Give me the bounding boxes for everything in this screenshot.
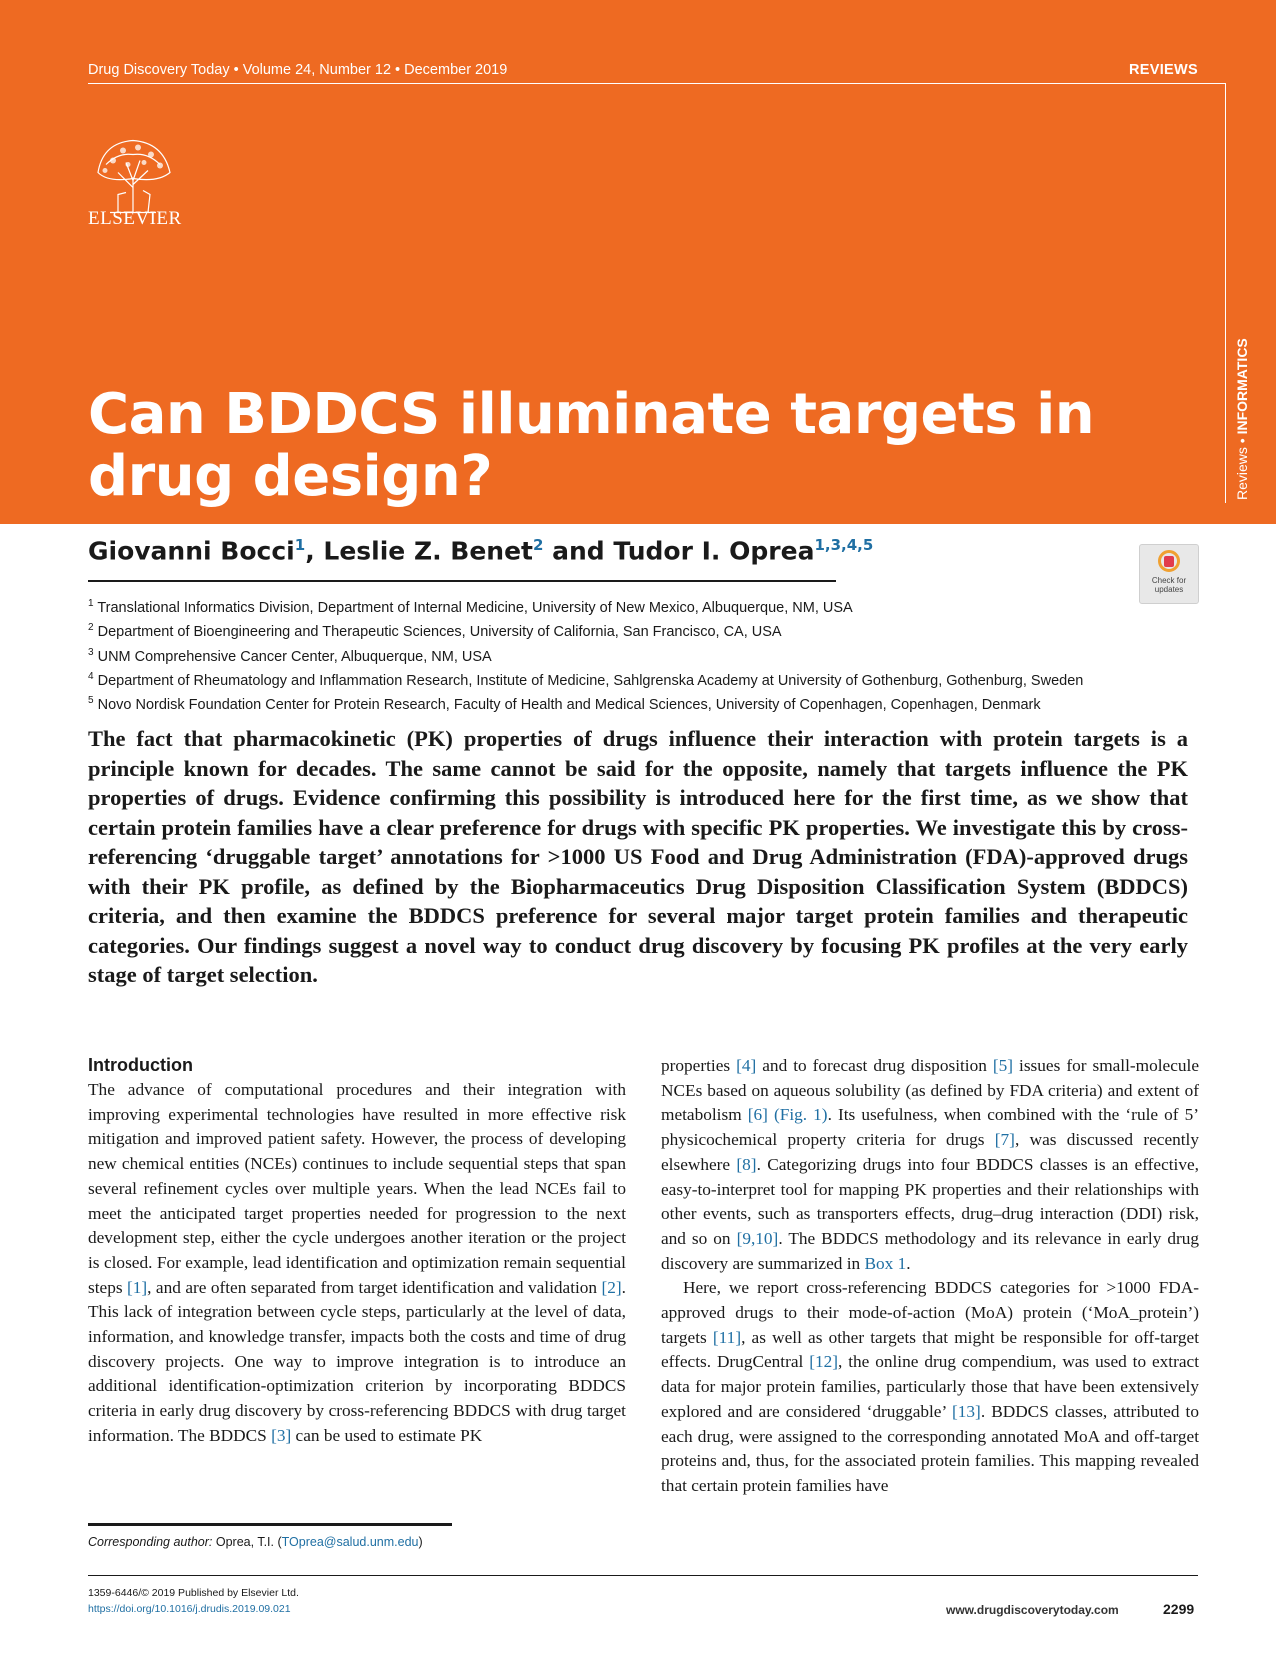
affiliation: $^5$ Novo Nordisk Foundation Center for Protein Research, Faculty of Health and Medical Sciences, University of Copenhagen, Copenhagen, Denmark [88,695,1041,714]
affiliation: $^3$ UNM Comprehensive Cancer Center, Albuquerque, NM, USA [88,646,492,665]
citation-link[interactable]: [9,10] [736,1228,779,1248]
figure-link[interactable]: (Fig. 1) [773,1105,828,1125]
side-rule [1225,83,1226,503]
author-list: Giovanni Bocci$^1$, Leslie Z. Benet$^2$ and Tudor I. Oprea$^{1,3,4,5}$ [88,536,874,566]
author-name: Tudor I. Oprea [613,536,815,566]
author-affil-sup: 1,3,4,5 [814,536,874,554]
journal-citation-line: Drug Discovery Today • Volume 24, Number 12 • December 2019 [88,62,508,78]
check-for-updates-badge[interactable] [1139,544,1199,604]
author-affil-sup: 2 [533,536,544,554]
affiliation: $^2$ Department of Bioengineering and Therapeutic Sciences, University of California, San Francisco, CA, USA [88,622,782,641]
author-email-link[interactable]: TOprea@salud.unm.edu [281,1535,419,1549]
journal-website[interactable]: www.drugdiscoverytoday.com [946,1603,1119,1617]
abstract: The fact that pharmacokinetic (PK) properties of drugs influence their interaction with protein targets is a principle known for decades. The same cannot be said for the opposite, namely that targets influence the PK properties of drugs. Evidence confirming this possibility is introduced here for the first time, as we show that certain protein families have a clear preference for drugs with specific PK properties. We investigate this by cross-referencing ‘druggable target’ annotations for >1000 US Food and Drug Administration (FDA)-approved drugs with their PK profile, as defined by the Biopharmaceutics Drug Disposition Classification System (BDDCS) criteria, and then examine the BDDCS preference for several major target protein families and therapeutic categories. Our findings suggest a novel way to conduct drug discovery by focusing PK profiles at the very early stage of target selection. [88,726,1188,987]
box-link[interactable]: Box 1 [864,1253,907,1273]
affiliations [88,594,1083,716]
authors-rule [88,580,836,582]
citation-link[interactable]: [13] [952,1401,981,1421]
author-name: Giovanni Bocci [88,536,295,566]
affiliation: $^4$ Department of Rheumatology and Inflammation Research, Institute of Medicine, Sahlgrenska Academy at University of Gothenburg, Gothenburg, Sweden [88,670,1084,689]
header-rule [88,83,1226,84]
paragraph: The advance of computational procedures and their integration with improving experimental technologies have resulted in more effective risk mitigation and improved patient safety. However, the process of developing new chemical entities (NCEs) continues to include sequential steps that span several refinement cycles over multiple years. When the lead NCEs fail to meet the anticipated target properties needed for progression to the next development step, either the cycle undergoes another iteration or the project is closed. For example, lead identification and optimization remain sequential steps [1], and are often separated from target identification and validation [2]. This lack of integration between cycle steps, particularly at the level of data, information, and knowledge transfer, impacts both the costs and time of drug discovery projects. One way to improve integration is to introduce an additional identification-optimization criterion by incorporating BDDCS criteria in early drug discovery by cross-referencing BDDCS with drug target information. The BDDCS [3] can be used to estimate PK [88,1080,626,1445]
section-heading-introduction: Introduction [88,1055,193,1075]
citation-link[interactable]: [7] [994,1130,1015,1150]
corresponding-author: Corresponding author: Oprea, T.I. (TOprea@salud.unm.edu) [88,1535,423,1549]
left-column [88,1078,626,1449]
right-column [661,1054,1199,1499]
bookmark-icon [1164,556,1174,567]
footnote-rule [88,1523,452,1526]
citation-link[interactable]: [5] [992,1056,1014,1075]
author-name: Leslie Z. Benet [323,536,533,566]
paragraph: Here, we report cross-referencing BDDCS categories for >1000 FDA-approved drugs to their mode-of-action (MoA) protein (‘MoA_protein’) targets [11], as well as other targets that might be responsible for off-target effects. DrugCentral [12], the online drug compendium, was used to extract data for major protein families, particularly those that have been extensively explored and are considered ‘druggable’ [13]. BDDCS classes, attributed to each drug, were assigned to the corresponding annotated MoA and off-target proteins and, thus, for the associated protein families. This mapping revealed that certain protein families have [661,1278,1199,1495]
footer-rule [88,1575,1198,1576]
author-affil-sup: 1 [294,536,306,554]
paragraph: properties [4] and to forecast drug disposition [5] issues for small-molecule NCEs based on aqueous solubility (as defined by FDA criteria) and extent of metabolism [6] (Fig. 1). Its usefulness, when combined with the ‘rule of 5’ physicochemical property criteria for drugs [7], was discussed recently elsewhere [8]. Categorizing drugs into four BDDCS classes is an effective, easy-to-interpret tool for mapping PK properties and their relationships with other events, such as transporters effects, drug–drug interaction (DDI) risk, and so on [9,10]. The BDDCS methodology and its relevance in early drug discovery are summarized in Box 1. [661,1056,1200,1273]
citation-link[interactable]: [11] [712,1327,742,1347]
citation-link[interactable]: [1] [127,1277,148,1297]
doi-link[interactable]: https://doi.org/10.1016/j.drudis.2019.09.021 [88,1603,291,1615]
affiliation: $^1$ Translational Informatics Division, Department of Internal Medicine, University of New Mexico, Albuquerque, NM, USA [88,598,853,616]
citation-link[interactable]: [2] [601,1277,622,1297]
citation-link[interactable]: [6] [747,1105,768,1125]
citation-link[interactable]: [3] [271,1425,292,1445]
section-tag: REVIEWS [1129,62,1198,78]
badge-text: Check for updates [1151,576,1187,594]
citation-link[interactable]: [8] [736,1154,757,1174]
side-label-main: INFORMATICS [1234,338,1250,435]
side-label-prefix: Reviews • [1234,434,1250,500]
citation-link[interactable]: [12] [809,1352,839,1372]
citation-link[interactable]: [4] [736,1056,757,1075]
page-number: 2299 [1163,1601,1195,1617]
publisher-name: ELSEVIER [88,208,182,229]
issn-line: 1359-6446/© 2019 Published by Elsevier Ltd. https://doi.org/10.1016/j.drudis.2019.09.021 [88,1587,299,1615]
article-title: Can BDDCS illuminate targets in drug design? [88,382,1095,509]
